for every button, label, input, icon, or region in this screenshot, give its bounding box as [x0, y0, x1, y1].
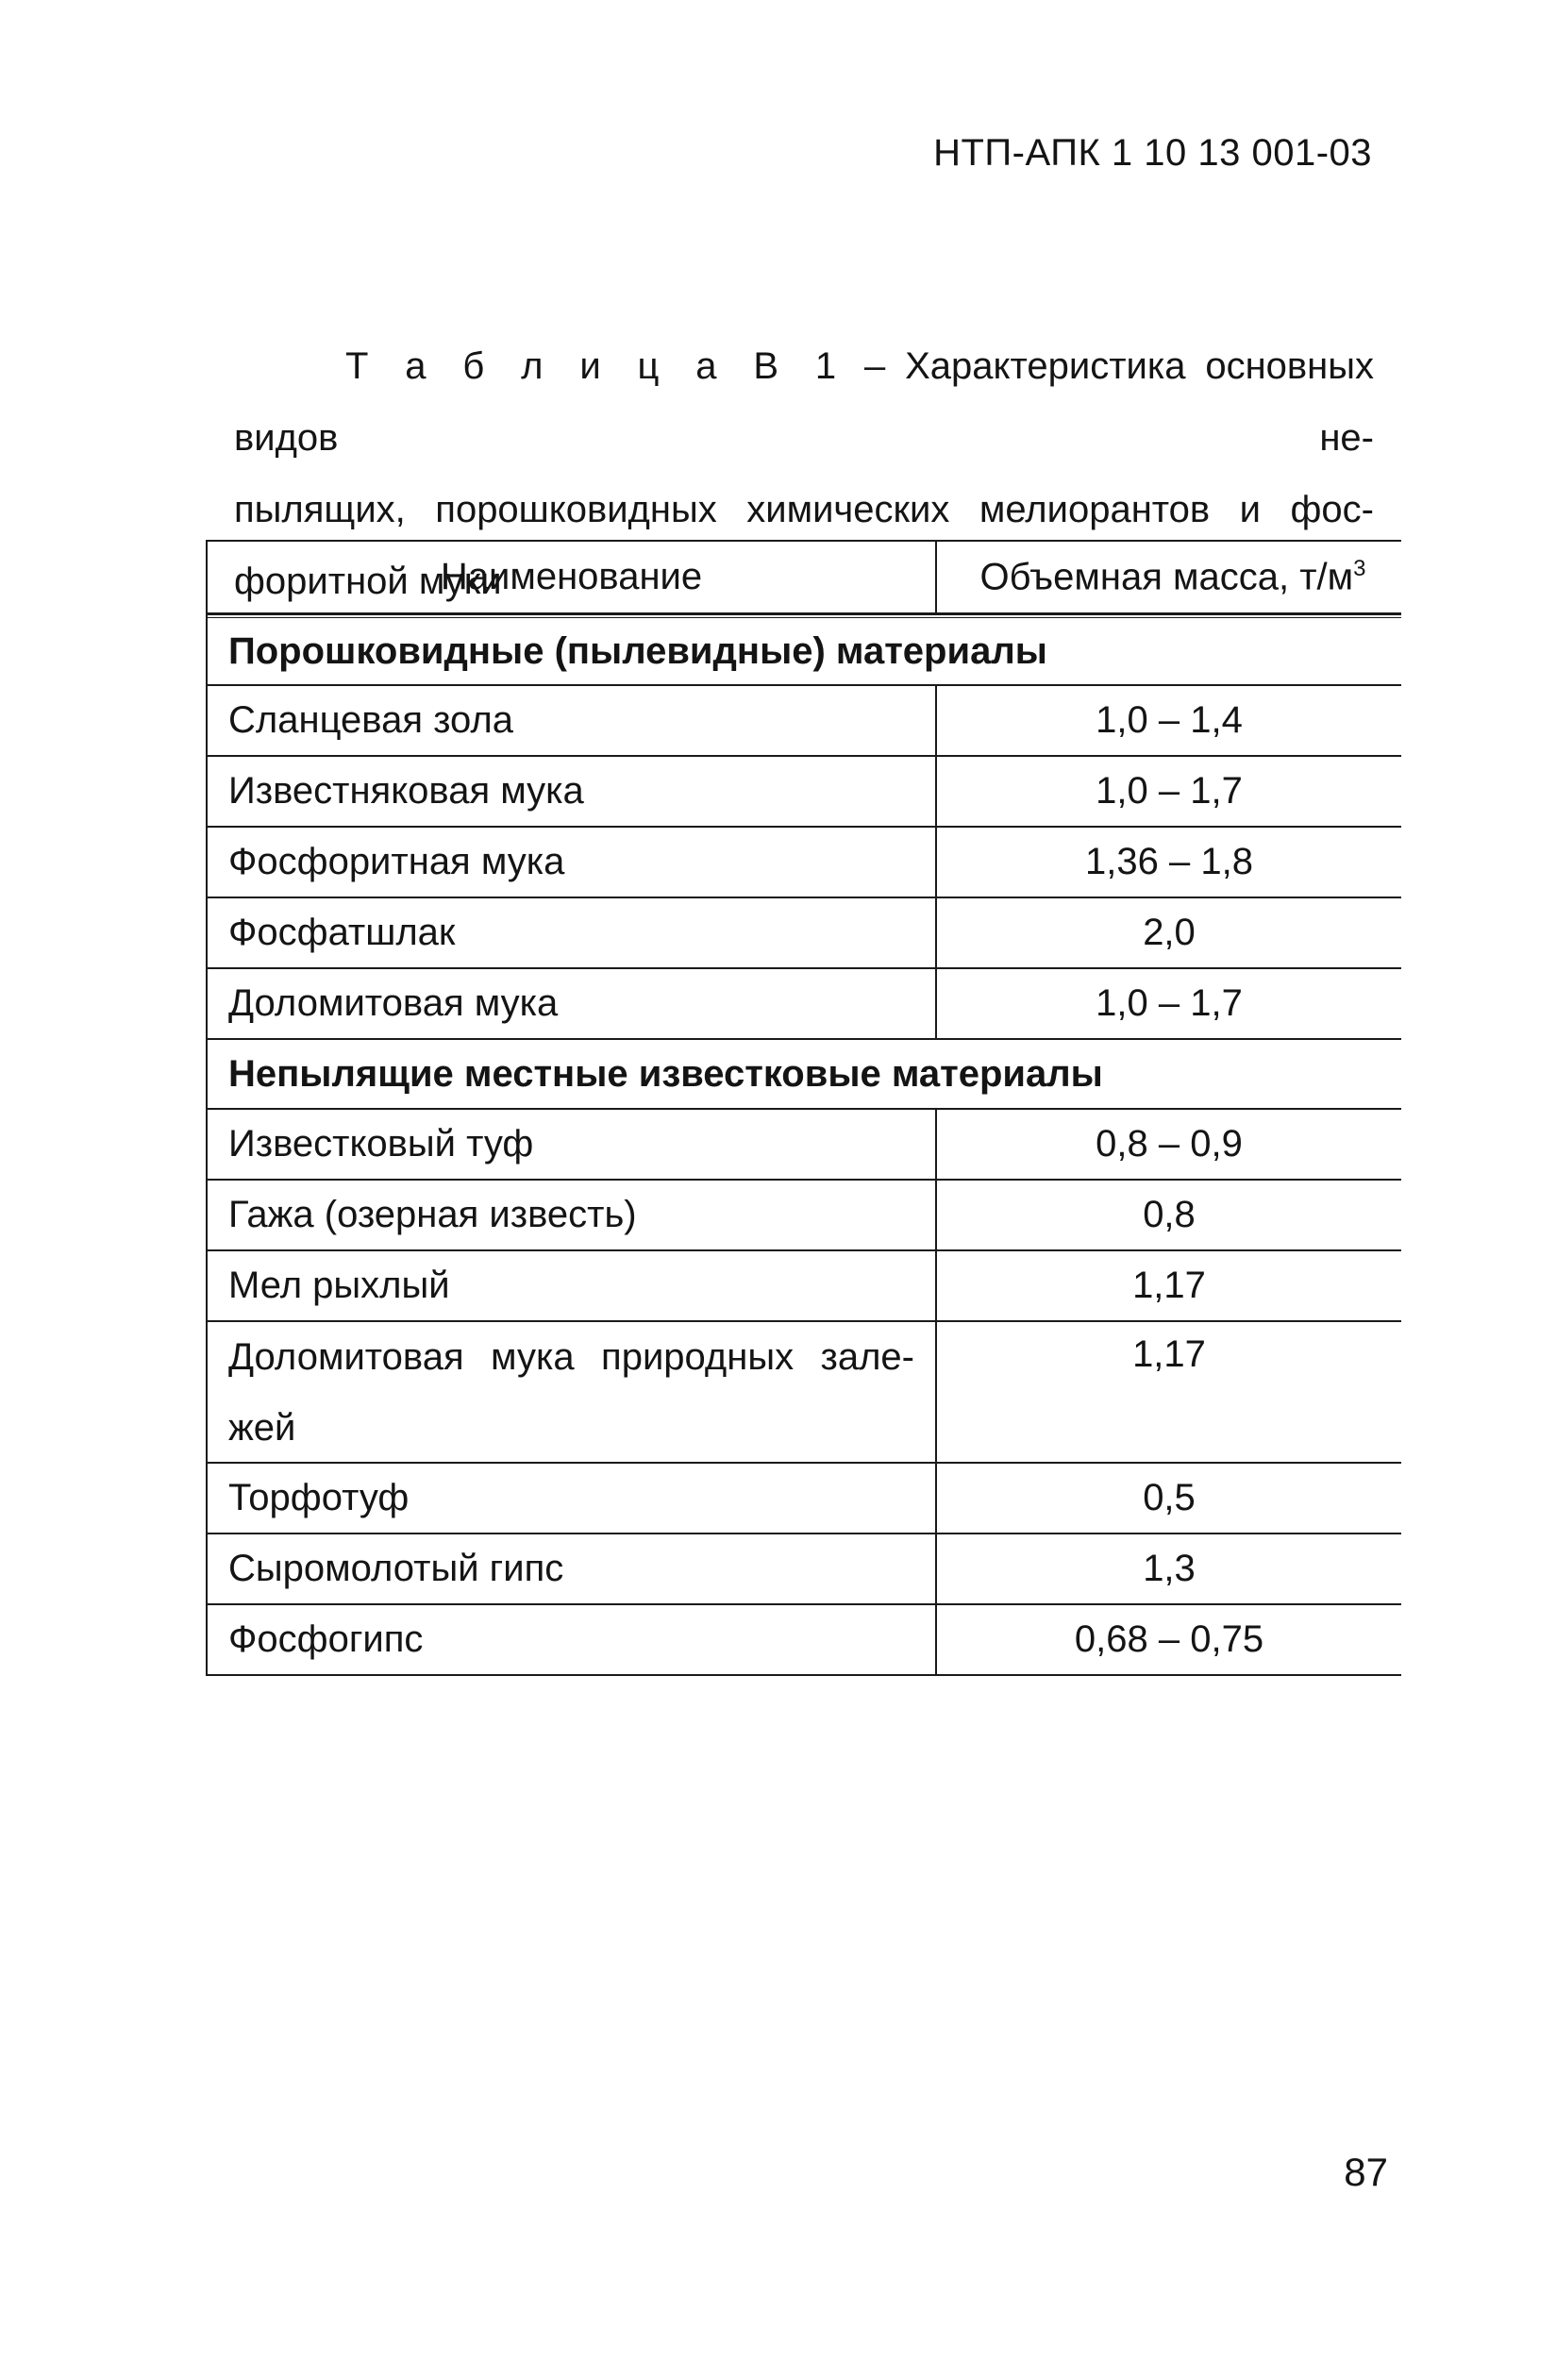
material-value: 0,8 – 0,9: [1096, 1123, 1243, 1165]
material-value: 1,17: [1132, 1333, 1206, 1375]
table-row: [208, 684, 1401, 755]
material-name: Доломитовая мука: [208, 969, 937, 1038]
material-value: 1,36 – 1,8: [1085, 841, 1253, 882]
materials-table: [206, 540, 1401, 1676]
table-row: [208, 1108, 1401, 1179]
caption-line-1: [234, 330, 1374, 474]
table-row: [208, 755, 1401, 826]
section-title: Порошковидные (пылевидные) материалы: [228, 629, 1047, 672]
document-code: НТП-АПК 1 10 13 001-03: [933, 132, 1372, 174]
section-title: Непылящие местные известковые материалы: [228, 1052, 1103, 1095]
page-number: 87: [1344, 2150, 1388, 2194]
table-row: [208, 1179, 1401, 1249]
table-header-row: [208, 542, 1401, 614]
header-mass-label: Объемная масса, т/м: [979, 556, 1354, 598]
material-value: 2,0: [1143, 912, 1196, 953]
section-row-powder: [208, 614, 1401, 684]
header-name: Наименование: [208, 542, 937, 612]
material-value: 1,0 – 1,7: [1096, 770, 1243, 812]
material-value: 0,68 – 0,75: [1074, 1618, 1264, 1660]
material-value: 1,3: [1143, 1548, 1196, 1589]
material-name: Сланцевая зола: [208, 686, 937, 755]
table-row: [208, 1533, 1401, 1603]
section-row-non-dusting: [208, 1038, 1401, 1108]
material-value: 0,8: [1143, 1194, 1196, 1235]
material-name: Сыромолотый гипс: [208, 1534, 937, 1603]
header-mass-superscript: 3: [1353, 555, 1366, 581]
table-row: [208, 1320, 1401, 1462]
material-name: Мел рыхлый: [208, 1251, 937, 1320]
material-name-line-1: Доломитовая мука природных зале-: [228, 1336, 914, 1378]
material-name: Гажа (озерная известь): [208, 1181, 937, 1249]
caption-title-part-1: – Характеристика основных видов не-: [234, 345, 1375, 459]
material-value: 1,0 – 1,7: [1096, 982, 1243, 1024]
material-name: Известняковая мука: [208, 757, 937, 826]
caption-line-3: форитной муки: [234, 561, 502, 602]
material-value: 1,0 – 1,4: [1096, 699, 1243, 741]
header-volumetric-mass: [937, 542, 1401, 612]
material-name: Фосфатшлак: [208, 898, 937, 967]
material-name: Фосфоритная мука: [208, 828, 937, 897]
table-row: [208, 1603, 1401, 1674]
material-value: 1,17: [1132, 1265, 1206, 1306]
material-name-line-2: жей: [228, 1407, 296, 1449]
caption-line-2: пылящих, порошковидных химических мелиорантов и фос-: [234, 489, 1374, 530]
material-name: Известковый туф: [208, 1110, 937, 1179]
caption-table-label: Т а б л и ц а В 1: [345, 345, 845, 387]
table-row: [208, 1249, 1401, 1320]
table-row: [208, 1462, 1401, 1533]
material-name: [208, 1322, 937, 1462]
table-row: [208, 826, 1401, 897]
material-name: Торфотуф: [208, 1464, 937, 1533]
material-name: Фосфогипс: [208, 1605, 937, 1674]
material-value: 0,5: [1143, 1477, 1196, 1518]
table-row: [208, 967, 1401, 1038]
table-row: [208, 897, 1401, 967]
